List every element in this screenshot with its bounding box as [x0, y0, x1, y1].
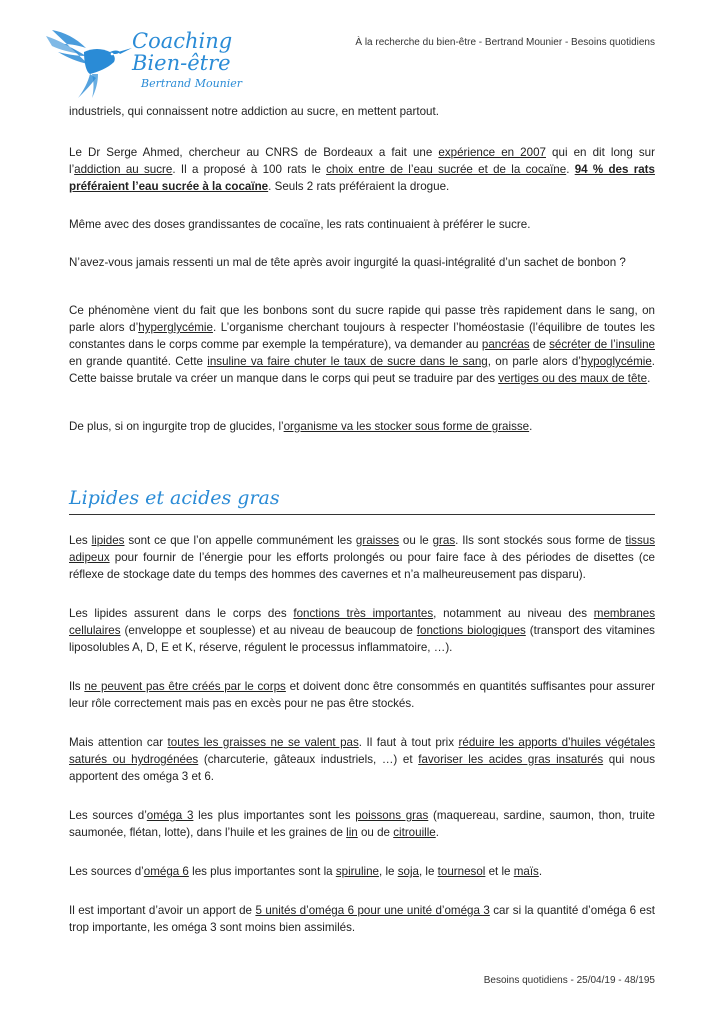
underlined-text: poissons gras: [355, 809, 429, 822]
logo-title-line1: Coaching: [132, 29, 233, 53]
page-header: [0, 0, 724, 105]
underlined-text: oméga 3: [146, 809, 194, 822]
paragraph-addiction-intro: industriels, qui connaissent notre addiction au sucre, en mettent partout.: [69, 105, 439, 118]
paragraph-lipids-functions: Les lipides assurent dans le corps des fonctions très importantes, notamment au niveau des membranes cellulaires (enveloppe et souplesse) et au niveau de beaucoup de fonctions biologiques (transport des vitamines liposolubles A, D, E et K, réserve, régulent le processus inflammatoire, …).: [69, 607, 656, 654]
bold-underlined-text: 94 % des rats préféraient l’eau sucrée à la cocaïne: [69, 163, 655, 193]
underlined-text: graisses: [355, 534, 400, 547]
page-content: [69, 103, 655, 936]
underlined-text: réduire les apports d’huiles végétales saturés ou hydrogénées: [69, 736, 655, 766]
paragraph-omega3-sources: Les sources d’oméga 3 les plus importantes sont les poissons gras (maquereau, sardine, saumon, thon, truite saumonée, flétan, lotte), dans l’huile et les graines de lin ou de citrouille.: [69, 809, 655, 839]
paragraph-experiment: Le Dr Serge Ahmed, chercheur au CNRS de Bordeaux a fait une expérience en 2007 qui en dit long sur l’addiction au sucre. Il a proposé à 100 rats le choix entre de l’eau sucrée et de la cocaïne. 94 % des rats préféraient l’eau sucrée à la cocaïne. Seuls 2 rats préféraient la drogue.: [69, 146, 655, 193]
underlined-text: fonctions biologiques: [416, 624, 526, 637]
underlined-text: fonctions très importantes: [293, 607, 434, 620]
underlined-text: vertiges ou des maux de tête: [498, 372, 648, 385]
underlined-text: lipides: [91, 534, 125, 547]
section-divider: [69, 514, 655, 515]
paragraph-omega6-sources: Les sources d’oméga 6 les plus importantes sont la spiruline, le soja, le tournesol et le maïs.: [69, 865, 543, 878]
underlined-text: sécréter de l’insuline: [549, 338, 655, 351]
underlined-text: gras: [432, 534, 456, 547]
underlined-text: toutes les graisses ne se valent pas: [167, 736, 359, 749]
underlined-text: choix entre de l’eau sucrée et de la cocaïne: [326, 163, 567, 176]
underlined-text: tournesol: [437, 865, 486, 878]
paragraph-omega-ratio: Il est important d’avoir un apport de 5 unités d’oméga 6 pour une unité d’oméga 3 car si la quantité d’oméga 6 est trop importante, les oméga 3 sont moins bien assimilés.: [69, 904, 655, 934]
underlined-text: 5 unités d’oméga 6 pour une unité d’oméga 3: [255, 904, 490, 917]
paragraph-fat-storage: De plus, si on ingurgite trop de glucides, l’organisme va les stocker sous forme de graisse.: [69, 420, 533, 433]
paragraph-lipids-consumption: Ils ne peuvent pas être créés par le corps et doivent donc être consommés en quantités suffisantes pour assurer leur rôle correctement mais pas en excès pour ne pas être stockés.: [69, 680, 655, 710]
hummingbird-icon: [44, 22, 134, 102]
paragraph-glycemia: Ce phénomène vient du fait que les bonbons sont du sucre rapide qui passe très rapidement dans le sang, on parle alors d’hyperglycémie. L’organisme cherchant toujours à respecter l’homéostasie (l’équilibre de toutes les constantes dans le corps comme par exemple la température), va demander au pancréas de sécréter de l’insuline en grande quantité. Cette insuline va faire chuter le taux de sucre dans le sang, on parle alors d’hypoglycémie. Cette baisse brutale va créer un manque dans le corps qui peut se traduire par des vertiges ou des maux de tête.: [69, 304, 656, 385]
underlined-text: spiruline: [335, 865, 380, 878]
underlined-text: favoriser les acides gras insaturés: [418, 753, 604, 766]
page-footer: Besoins quotidiens - 25/04/19 - 48/195: [483, 975, 655, 986]
logo-subtitle: Bertrand Mounier: [141, 77, 243, 90]
paragraph-headache-question: N’avez-vous jamais ressenti un mal de tête après avoir ingurgité la quasi-intégralité d’un sachet de bonbon ?: [69, 256, 626, 269]
underlined-text: citrouille: [393, 826, 436, 839]
paragraph-cocaine-doses: Même avec des doses grandissantes de cocaïne, les rats continuaient à préférer le sucre.: [69, 218, 531, 231]
underlined-text: lin: [346, 826, 358, 839]
underlined-text: membranes cellulaires: [69, 607, 656, 637]
running-header: À la recherche du bien-être - Bertrand Mounier - Besoins quotidiens: [355, 37, 655, 48]
underlined-text: addiction au sucre: [74, 163, 173, 176]
underlined-text: expérience en 2007: [438, 146, 546, 159]
underlined-text: soja: [397, 865, 419, 878]
paragraph-fats-warning: Mais attention car toutes les graisses ne se valent pas. Il faut à tout prix réduire les apports d’huiles végétales saturés ou hydrogénées (charcuterie, gâteaux industriels, …) et favoriser les acides gras insaturés qui nous apportent des oméga 3 et 6.: [69, 736, 655, 783]
underlined-text: pancréas: [481, 338, 530, 351]
underlined-text: ne peuvent pas être créés par le corps: [84, 680, 286, 693]
underlined-text: oméga 6: [143, 865, 189, 878]
section-heading: [69, 486, 655, 515]
underlined-text: hyperglycémie: [138, 321, 213, 334]
underlined-text: maïs: [513, 865, 539, 878]
underlined-text: hypoglycémie: [580, 355, 652, 368]
paragraph-lipids-definition: Les lipides sont ce que l’on appelle communément les graisses ou le gras. Ils sont stockés sous forme de tissus adipeux pour fournir de l’énergie pour les efforts prolongés ou pour faire face à des périodes de disettes (ce réflexe de stockage date du temps des hommes des cavernes et n’a malheureusement pas disparu).: [69, 534, 655, 581]
logo-title-line2: Bien-être: [132, 51, 231, 75]
underlined-text: organisme va les stocker sous forme de graisse: [283, 420, 530, 433]
coaching-logo: [44, 22, 244, 102]
underlined-text: tissus adipeux: [69, 534, 655, 564]
underlined-text: insuline va faire chuter le taux de sucre dans le sang: [207, 355, 488, 368]
section-title: Lipides et acides gras: [69, 487, 280, 509]
